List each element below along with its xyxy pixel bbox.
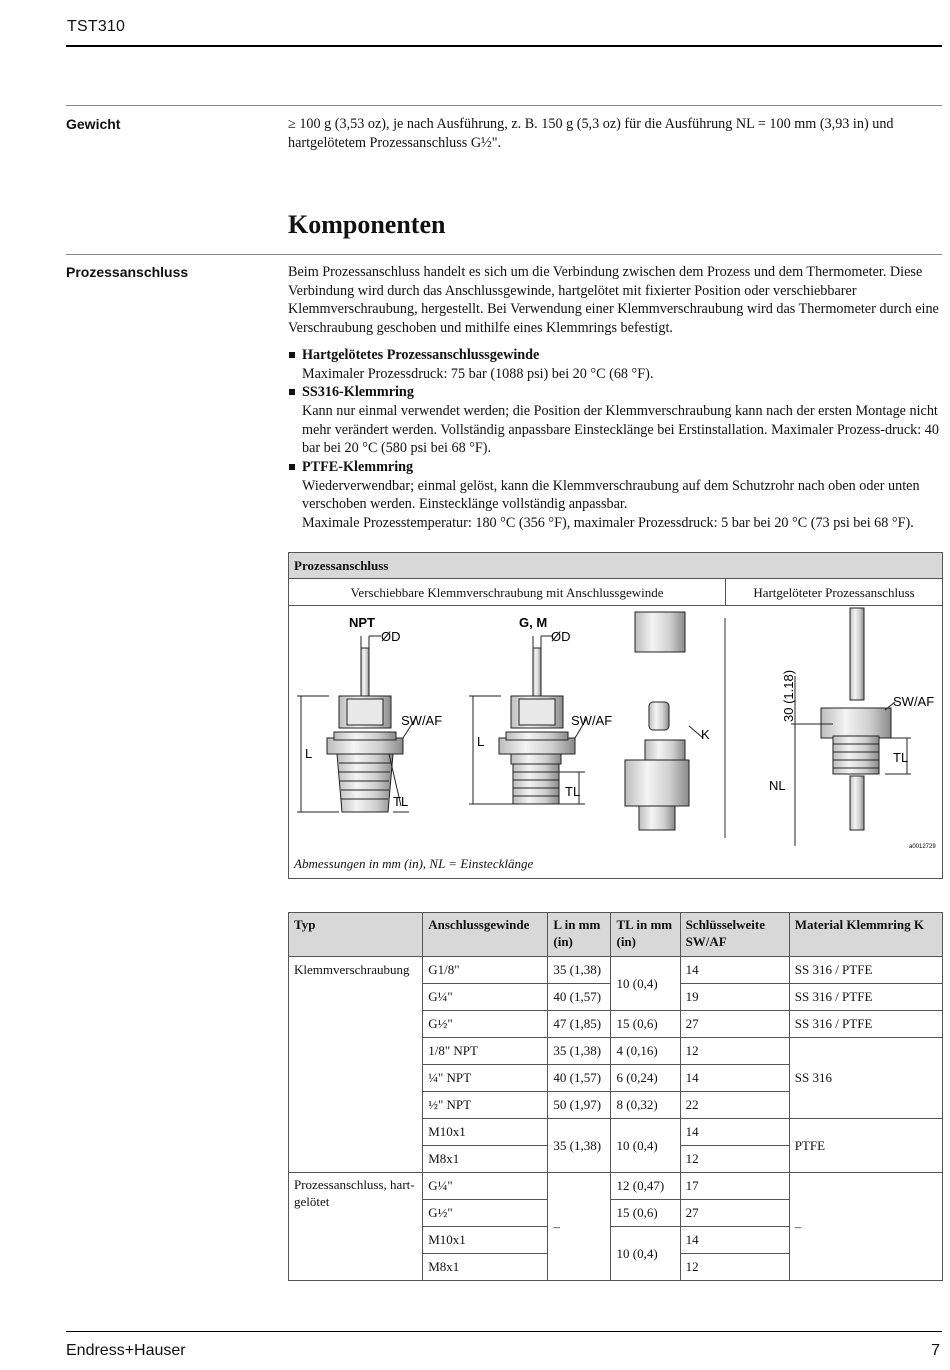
table-cell: 6 (0,24) [611, 1065, 680, 1092]
label-swaf-1: SW/AF [401, 713, 443, 728]
figure-caption: Abmessungen in mm (in), NL = Einstecklänge [294, 856, 534, 871]
table-cell: 35 (1,38) [548, 1119, 611, 1173]
fitting-drawing [289, 606, 942, 850]
table-row [289, 957, 943, 984]
table-cell: 19 [680, 984, 789, 1011]
table-cell: – [789, 1173, 942, 1281]
table-cell: 40 (1,57) [548, 984, 611, 1011]
label-od-1: ØD [381, 629, 401, 644]
table-cell: G½" [423, 1200, 548, 1227]
bullet-text: Wiederverwendbar; einmal gelöst, kann die Klemmverschraubung auf dem Schutzrohr nach oben oder unten verschoben werden. Einstecklänge vollständig anpassbar. [302, 477, 920, 513]
table-cell: ¼" NPT [423, 1065, 548, 1092]
gewicht-rule [66, 105, 942, 106]
footer-rule [66, 1331, 942, 1332]
gewicht-label: Gewicht [66, 116, 121, 132]
table-cell: 27 [680, 1011, 789, 1038]
table-cell: 17 [680, 1173, 789, 1200]
table-cell: 15 (0,6) [611, 1200, 680, 1227]
group-type-cell: Klemmverschraubung [289, 957, 423, 1173]
label-tl-3: TL [893, 750, 909, 765]
table-header: Schlüsselweite SW/AF [680, 913, 789, 957]
table-cell: SS 316 / PTFE [789, 957, 942, 984]
brazed-fitting [821, 608, 891, 830]
table-cell: – [548, 1173, 611, 1281]
table-cell: 1/8" NPT [423, 1038, 548, 1065]
label-k: K [701, 727, 710, 742]
group-type-cell: Prozessanschluss, hart-gelötet [289, 1173, 423, 1281]
table-cell: M8x1 [423, 1254, 548, 1281]
footer-brand: Endress+Hauser [66, 1342, 186, 1359]
bullet-item [288, 346, 943, 383]
table-cell: 12 [680, 1146, 789, 1173]
label-l-1: L [305, 746, 313, 761]
table-cell: 14 [680, 1065, 789, 1092]
table-cell: SS 316 / PTFE [789, 1011, 942, 1038]
table-cell: 4 (0,16) [611, 1038, 680, 1065]
label-nl: NL [769, 778, 786, 793]
table-cell: 14 [680, 957, 789, 984]
figure-caption-title: Prozessanschluss [289, 553, 942, 579]
bullet-square-icon [289, 352, 295, 358]
table-cell: G1/8" [423, 957, 548, 984]
table-cell: 14 [680, 1119, 789, 1146]
table-header: Typ [289, 913, 423, 957]
figure-code: a0012729 [909, 844, 936, 850]
bullet-text: Maximaler Prozessdruck: 75 bar (1088 psi) bei 20 °C (68 °F). [302, 365, 654, 382]
header-rule [66, 45, 942, 47]
table-cell: 35 (1,38) [548, 957, 611, 984]
label-tl-2: TL [565, 784, 581, 799]
table-cell: M8x1 [423, 1146, 548, 1173]
label-l-2: L [477, 734, 485, 749]
bullet-title: PTFE-Klemmring [302, 459, 414, 476]
prozess-intro: Beim Prozessanschluss handelt es sich um die Verbindung zwischen dem Prozess und dem Thermometer. Diese Verbindung wird durch das Anschlussgewinde, hartgelötet mit fixierter Position oder verschiebbarer Klemmverschraubung, hergestellt. Bei Verwendung einer Klemmverschraubung wird das Thermometer durch eine Verschraubung geschoben und mithilfe eines Klemmrings befestigt. [288, 264, 939, 337]
bullet-square-icon [289, 464, 295, 470]
prozess-body [288, 263, 943, 533]
bullet-square-icon [289, 389, 295, 395]
table-cell: 10 (0,4) [611, 1119, 680, 1173]
table-header-row [289, 913, 943, 957]
table-cell: 10 (0,4) [611, 1227, 680, 1281]
table-row [289, 1173, 943, 1200]
bullet-item [288, 383, 943, 458]
footer-page-number: 7 [931, 1342, 940, 1359]
table-cell: 27 [680, 1200, 789, 1227]
section-rule [66, 254, 942, 255]
table-cell: 14 [680, 1227, 789, 1254]
table-cell: 12 [680, 1254, 789, 1281]
table-header: Anschlussgewinde [423, 913, 548, 957]
table-cell: G¼" [423, 1173, 548, 1200]
label-swaf-3: SW/AF [893, 694, 935, 709]
figure-column-left: Verschiebbare Klemmverschraubung mit Anschlussgewinde [289, 579, 726, 606]
label-dim30: 30 (1.18) [781, 669, 796, 722]
section-title: Komponenten [288, 210, 446, 239]
spec-table [288, 912, 943, 1281]
table-header: L in mm (in) [548, 913, 611, 957]
prozess-bullet-list [288, 346, 943, 533]
label-od-2: ØD [551, 629, 571, 644]
table-cell: G¼" [423, 984, 548, 1011]
table-cell: 50 (1,97) [548, 1092, 611, 1119]
bullet-title: SS316-Klemmring [302, 384, 414, 401]
label-npt: NPT [349, 615, 375, 630]
bullet-text: Kann nur einmal verwendet werden; die Position der Klemmverschraubung kann nach der ersten Montage nicht mehr verändert werden. Vollständig anpassbare Einstecklänge bei Erstinstallation. Maximaler Prozess-druck: 40 bar bei 20 °C (580 psi bei 68 °F). [302, 402, 939, 457]
table-header: TL in mm (in) [611, 913, 680, 957]
table-cell: 8 (0,32) [611, 1092, 680, 1119]
table-cell: ½" NPT [423, 1092, 548, 1119]
bullet-title: Hartgelötetes Prozessanschlussgewinde [302, 346, 540, 363]
process-connection-figure [288, 552, 943, 879]
table-cell: 40 (1,57) [548, 1065, 611, 1092]
table-cell: M10x1 [423, 1227, 548, 1254]
clamp-ring-exploded [625, 612, 689, 830]
table-cell: 35 (1,38) [548, 1038, 611, 1065]
label-swaf-2: SW/AF [571, 713, 613, 728]
table-cell: G½" [423, 1011, 548, 1038]
label-gm: G, M [519, 615, 548, 630]
npt-fitting [327, 648, 403, 812]
label-tl-1: TL [393, 794, 409, 809]
table-cell: 15 (0,6) [611, 1011, 680, 1038]
table-cell: 10 (0,4) [611, 957, 680, 1011]
gm-fitting [499, 648, 575, 804]
table-header: Material Klemmring K [789, 913, 942, 957]
document-header-title: TST310 [67, 18, 126, 35]
table-cell: 12 [680, 1038, 789, 1065]
gewicht-text: ≥ 100 g (3,53 oz), je nach Ausführung, z. B. 150 g (5,3 oz) für die Ausführung NL = 100 mm (3,93 in) und hartgelötetem Prozessanschluss G½". [288, 116, 894, 151]
table-cell: SS 316 / PTFE [789, 984, 942, 1011]
prozess-label: Prozessanschluss [66, 264, 189, 280]
bullet-text: Maximale Prozesstemperatur: 180 °C (356 °F), maximaler Prozessdruck: 5 bar bei 20 °C (73 psi bei 68 °F). [302, 515, 914, 532]
table-cell: 12 (0,47) [611, 1173, 680, 1200]
table-cell: M10x1 [423, 1119, 548, 1146]
table-cell: SS 316 [789, 1038, 942, 1119]
table-cell: PTFE [789, 1119, 942, 1173]
table-cell: 22 [680, 1092, 789, 1119]
figure-column-right: Hartgelöteter Prozessanschluss [726, 579, 942, 606]
table-cell: 47 (1,85) [548, 1011, 611, 1038]
bullet-item [288, 458, 943, 533]
